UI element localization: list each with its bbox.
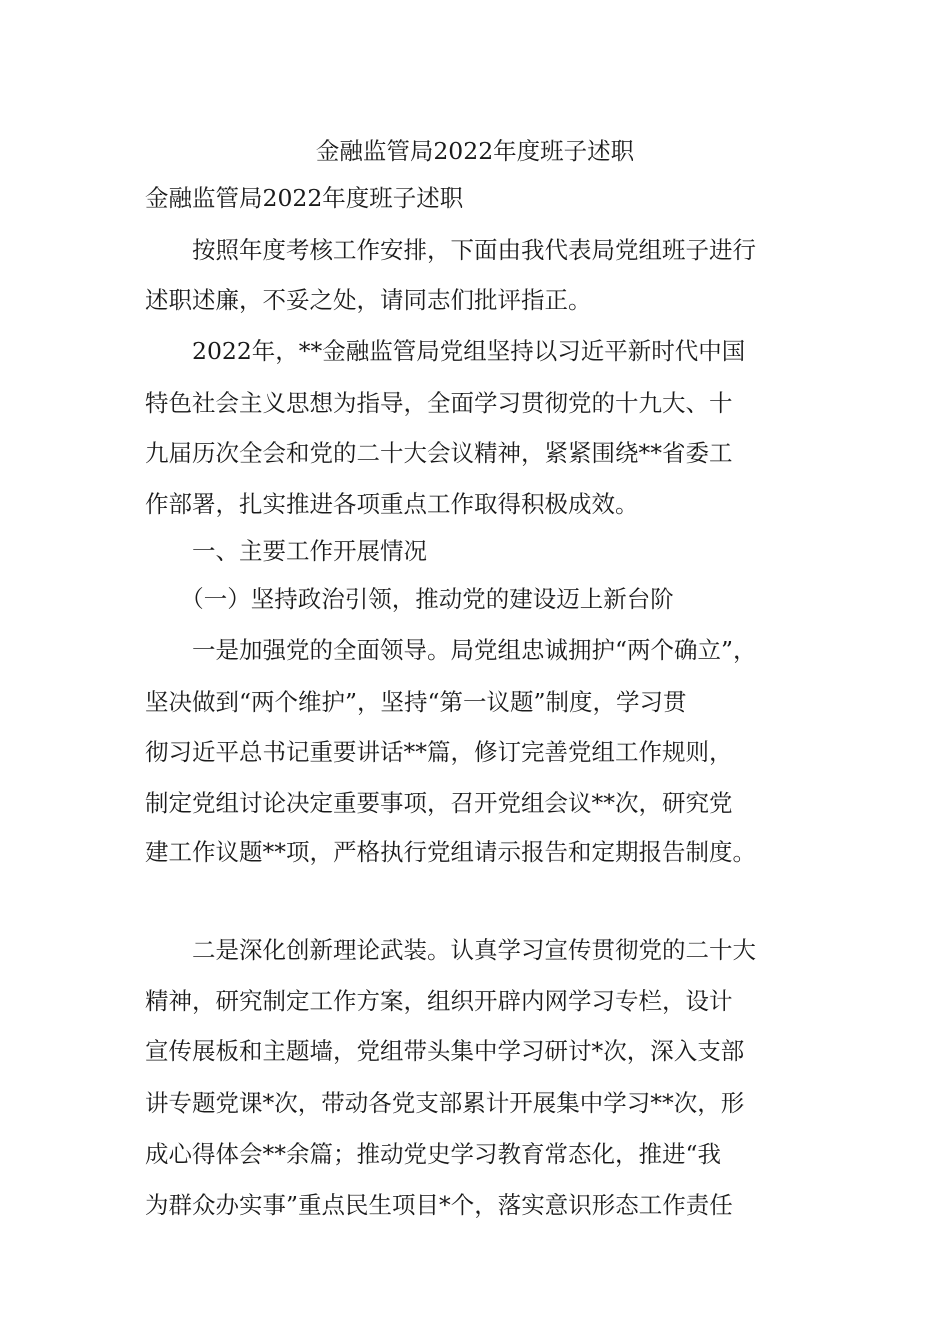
text-line: 讲专题党课*次，带动各党支部累计开展集中学习**次，形: [145, 1089, 745, 1117]
text-line: 宣传展板和主题墙，党组带头集中学习研讨*次，深入支部: [145, 1037, 745, 1065]
text-line: 作部署，扎实推进各项重点工作取得积极成效。: [145, 490, 639, 518]
text-line: 制定党组讨论决定重要事项，召开党组会议**次，研究党: [145, 789, 733, 817]
text-line: 精神，研究制定工作方案，组织开辟内网学习专栏，设计: [145, 987, 733, 1015]
subsection-heading: （一）坚持政治引领，推动党的建设迈上新台阶: [145, 585, 674, 613]
section-heading: 一、主要工作开展情况: [145, 537, 427, 565]
text-line: 述职述廉，不妥之处，请同志们批评指正。: [145, 286, 592, 314]
text-line: 金融监管局2022年度班子述职: [145, 184, 464, 212]
text-line: 成心得体会**余篇；推动党史学习教育常态化，推进“我: [145, 1140, 722, 1168]
text-line: 坚决做到“两个维护”，坚持“第一议题”制度，学习贯: [145, 688, 687, 716]
text-line: 按照年度考核工作安排，下面由我代表局党组班子进行: [145, 236, 756, 264]
text-line: 特色社会主义思想为指导，全面学习贯彻党的十九大、十: [145, 389, 733, 417]
text-line: 一是加强党的全面领导。局党组忠诚拥护“两个确立”，: [145, 636, 757, 664]
text-line: 为群众办实事”重点民生项目*个，落实意识形态工作责任: [145, 1191, 733, 1219]
text-line: 九届历次全会和党的二十大会议精神，紧紧围绕**省委工: [145, 439, 733, 467]
text-line: 建工作议题**项，严格执行党组请示报告和定期报告制度。: [145, 838, 756, 866]
text-line: 2022年，**金融监管局党组坚持以习近平新时代中国: [145, 337, 746, 365]
text-line: 彻习近平总书记重要讲话**篇，修订完善党组工作规则，: [145, 738, 733, 766]
document-title: 金融监管局2022年度班子述职: [315, 137, 635, 165]
text-line: 二是深化创新理论武装。认真学习宣传贯彻党的二十大: [145, 936, 756, 964]
